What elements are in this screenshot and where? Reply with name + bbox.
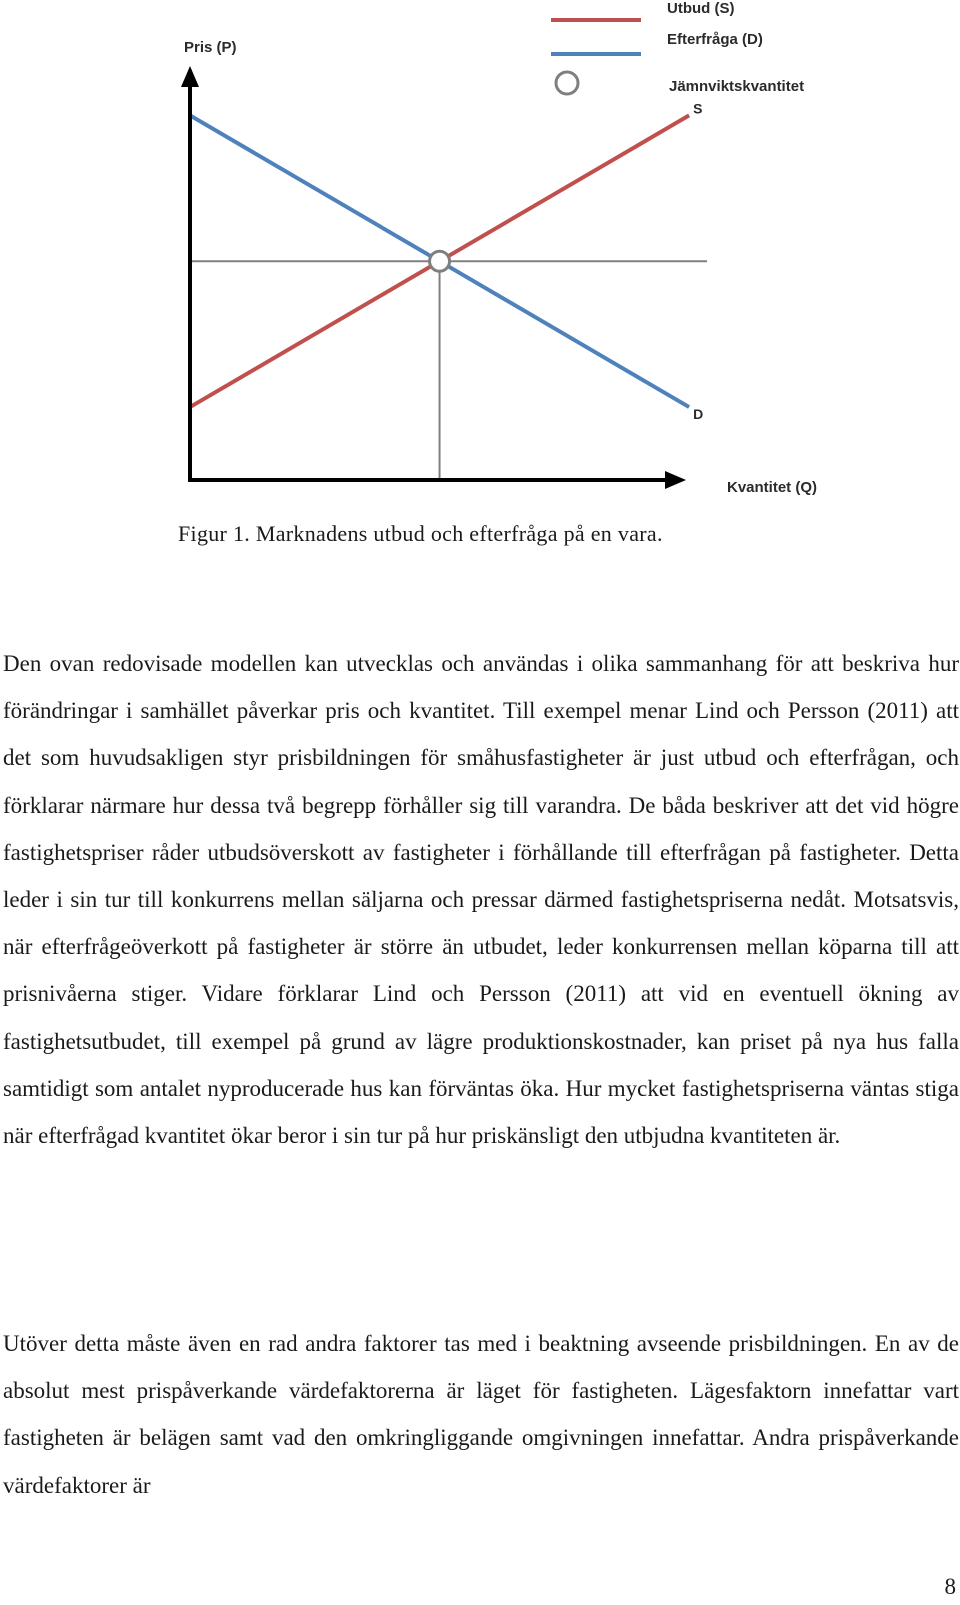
demand-curve-label: D: [693, 406, 704, 423]
page-number: 8: [944, 1574, 956, 1599]
x-axis-label: Kvantitet (Q): [727, 479, 817, 496]
body-paragraph: Utöver detta måste även en rad andra faktorer tas med i beaktning avseende prisbildningen. En av de absolut mest prispåverkande värdefaktorerna är läget för fastigheten. Lägesfaktorn innefattar vart fastigheten är belägen samt vad den omkringliggande omgivningen innefattar. Andra prispåverkande värdefaktorer är: [3, 1331, 959, 1498]
equilibrium-point: [430, 251, 450, 271]
supply-curve-label: S: [693, 100, 703, 117]
y-axis-label: Pris (P): [184, 39, 237, 56]
supply-demand-chart: [0, 0, 960, 510]
legend-label-equilibrium: Jämnviktskvantitet: [669, 78, 805, 95]
figure-caption: Figur 1. Marknadens utbud och efterfråga på en vara.: [178, 521, 663, 546]
legend-label-demand: Efterfråga (D): [667, 31, 763, 48]
y-axis-arrowhead: [181, 66, 199, 87]
x-axis-arrowhead: [665, 471, 686, 489]
body-paragraph: Den ovan redovisade modellen kan utvecklas och användas i olika sammanhang för att beskriva hur förändringar i samhället påverkar pris och kvantitet. Till exempel menar Lind och Persson (2011) att det som huvudsakligen styr prisbildningen för småhusfastigheter är just utbud och efterfrågan, och förklarar närmare hur dessa två begrepp förhåller sig till varandra. De båda beskriver att det vid högre fastighetspriser råder utbudsöverskott av fastigheter i förhållande till efterfrågan på fastigheter. Detta leder i sin tur till konkurrens mellan säljarna och pressar därmed fastighetspriserna nedåt. Motsatsvis, när efterfrågeöverkott på fastigheter är större än utbudet, leder konkurrensen mellan köparna till att prisnivåerna stiger. Vidare förklarar Lind och Persson (2011) att vid en eventuell ökning av fastighetsutbudet, till exempel på grund av lägre produktionskostnader, kan priset på nya hus falla samtidigt som antalet nyproducerade hus kan förväntas öka. Hur mycket fastighetspriserna väntas stiga när efterfrågad kvantitet ökar beror i sin tur på hur priskänsligt den utbjudna kvantiteten är.: [3, 651, 959, 1149]
legend-label-supply: Utbud (S): [667, 0, 735, 17]
legend-marker-equilibrium: [556, 72, 578, 94]
